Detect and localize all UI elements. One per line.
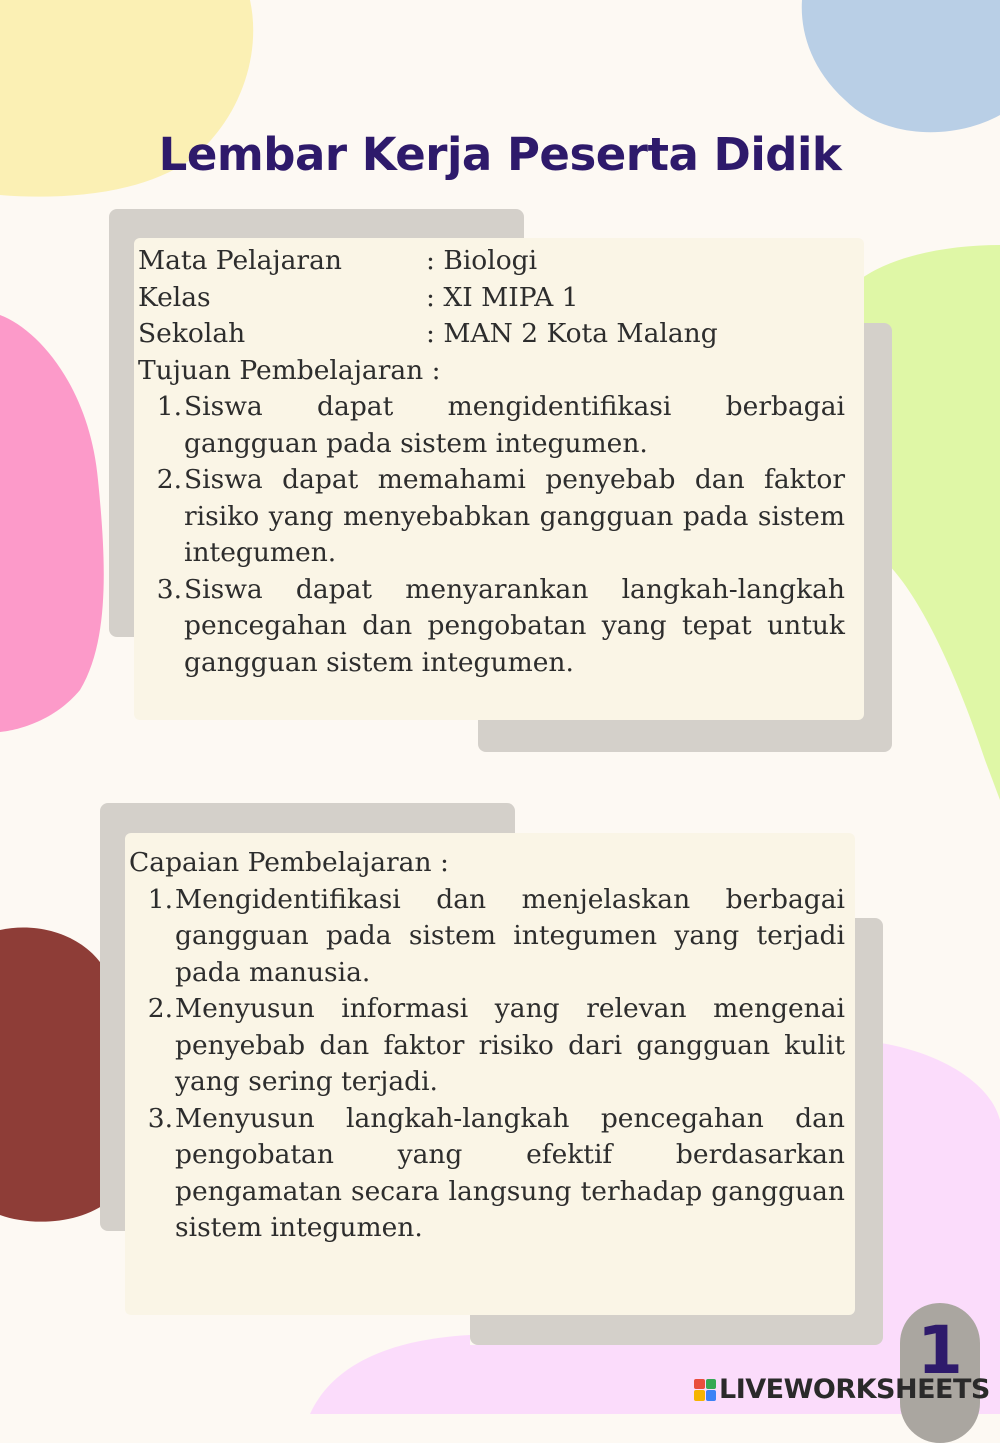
list-number: 3.	[147, 1102, 173, 1134]
tujuan-list	[138, 389, 845, 681]
liveworksheets-logo-icon	[694, 1379, 716, 1401]
info-value: : MAN 2 Kota Malang	[426, 318, 718, 349]
capaian-heading: Capaian Pembelajaran :	[129, 847, 449, 878]
list-number: 2.	[156, 464, 182, 495]
list-text: Menyusun langkah-langkah pencegahan dan pengobatan yang efektif berdasarkan pengamatan secara langsung terhadap gangguan sistem integumen.	[175, 1102, 845, 1243]
list-text: Siswa dapat mengidentifikasi berbagai gangguan pada sistem integumen.	[184, 391, 845, 459]
info-label: Mata Pelajaran	[138, 245, 342, 276]
info-row-school	[138, 316, 845, 353]
blue-blob	[802, 0, 1000, 132]
list-text: Mengidentifikasi dan menjelaskan berbagai gangguan pada sistem integumen yang terjadi pada manusia.	[175, 883, 845, 988]
list-text: Siswa dapat memahami penyebab dan faktor risiko yang menyebabkan gangguan pada sistem integumen.	[184, 464, 845, 568]
page-number: 1	[917, 1312, 963, 1389]
info-row-subject	[138, 243, 845, 280]
list-number: 1.	[147, 883, 173, 915]
brown-blob	[0, 927, 110, 1221]
list-number: 3.	[156, 573, 182, 605]
list-item	[138, 462, 845, 572]
list-text: Menyusun informasi yang relevan mengenai penyebab dan faktor risiko dari gangguan kulit yang sering terjadi.	[175, 993, 845, 1097]
info-label: Kelas	[138, 281, 211, 313]
list-number: 2.	[147, 993, 173, 1024]
capaian-list	[129, 882, 845, 1247]
list-number: 1.	[156, 391, 182, 422]
info-card-content	[138, 243, 845, 681]
page-title: Lembar Kerja Peserta Didik	[158, 128, 842, 181]
pink-blob	[0, 315, 104, 732]
info-label: Sekolah	[138, 318, 246, 349]
list-text: Siswa dapat menyarankan langkah-langkah pencegahan dan pengobatan yang tepat untuk gangguan sistem integumen.	[184, 573, 845, 678]
list-item	[129, 991, 845, 1101]
list-item	[129, 882, 845, 992]
list-item	[138, 572, 845, 682]
info-value: : Biologi	[426, 245, 538, 276]
capaian-card-content	[129, 845, 845, 1247]
info-row-class	[138, 280, 845, 317]
info-value: : XI MIPA 1	[426, 281, 579, 313]
tujuan-heading: Tujuan Pembelajaran :	[138, 354, 441, 386]
watermark-text: LIVEWORKSHEETS	[719, 1374, 990, 1405]
liveworksheets-watermark	[694, 1374, 990, 1405]
list-item	[138, 389, 845, 462]
list-item	[129, 1101, 845, 1247]
